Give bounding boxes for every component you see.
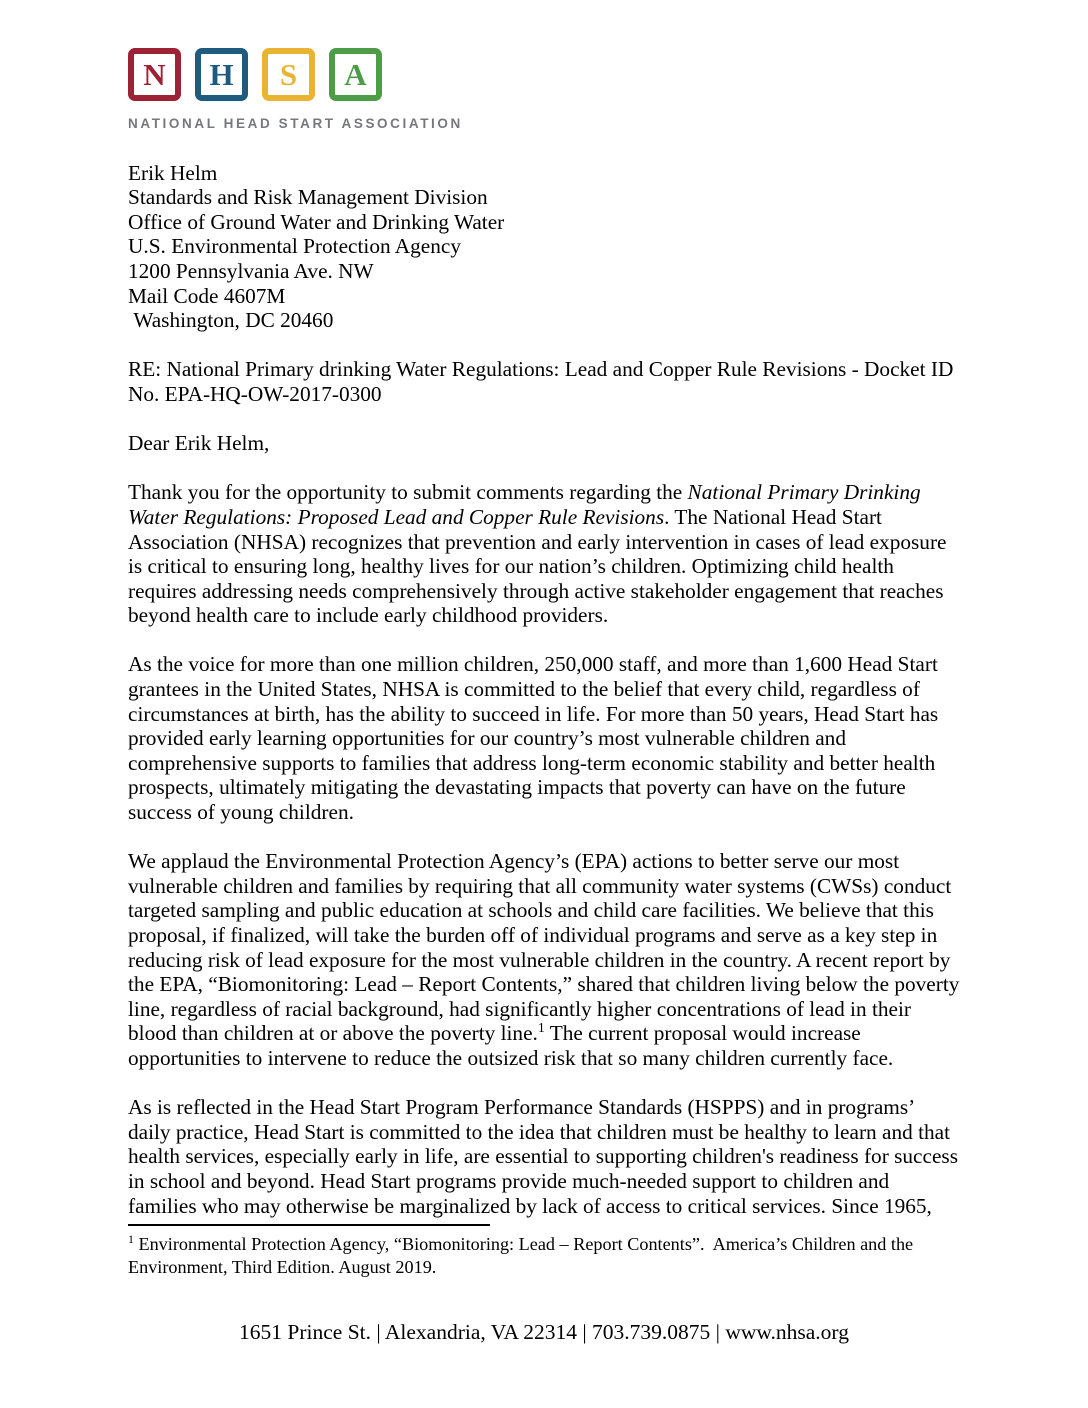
logo-letter-a-icon: A [329, 48, 382, 101]
salutation: Dear Erik Helm, [128, 431, 270, 456]
paragraph-4: As is reflected in the Head Start Program Performance Standards (HSPPS) and in programs’ daily practice, Head Start is committed to the idea that children must be healthy to learn and that health services, especially early in life, are essential to supporting children's readiness for success in school and beyond. Head Start programs provide much-needed support to children and families who may otherwise be marginalized by lack of access to critical services. Since 1965, [128, 1095, 958, 1218]
nhsa-logo-letter-blocks [128, 48, 961, 101]
spacer [128, 333, 961, 358]
footnote-reference-1: 1 [537, 1020, 545, 1036]
spacer [128, 456, 961, 481]
logo-letter-h-icon: H [195, 48, 248, 101]
paragraph-3-text: The current proposal would increase opportunities to intervene to reduce the outsized risk that so many children currently face. [128, 1021, 894, 1070]
footnote-1-marker: 1 [128, 1231, 134, 1246]
recipient-division: Standards and Risk Management Division [128, 185, 488, 210]
spacer [128, 1071, 961, 1096]
footnote-separator-rule [128, 1224, 490, 1226]
nhsa-logo [128, 48, 961, 137]
paragraph-1-text: Thank you for the opportunity to submit comments regarding the [128, 480, 688, 505]
footnote-1 [128, 1233, 961, 1278]
org-name: NATIONAL HEAD START ASSOCIATION [128, 116, 463, 131]
logo-letter-s-icon: S [262, 48, 315, 101]
spacer [128, 825, 961, 850]
footnote-1-text: Environmental Protection Agency, “Biomonitoring: Lead – Report Contents”. America’s Children and the Environment, Third Edition. August 2019. [128, 1234, 918, 1277]
footnote-block [128, 1224, 961, 1278]
recipient-office: Office of Ground Water and Drinking Water [128, 209, 505, 234]
recipient-city-state-zip: Washington, DC 20460 [128, 308, 334, 333]
paragraph-1 [128, 480, 961, 628]
paragraph-1-text: . The National Head Start Association (NHSA) recognizes that prevention and early intervention in cases of lead exposure is critical to ensuring long, healthy lives for our nation’s children. Optimizing child health requires addressing needs comprehensively through active stakeholder engagement that reaches beyond health care to include early childhood providers. [128, 504, 947, 628]
recipient-address-block [128, 161, 961, 333]
paragraph-3-text: We applaud the Environmental Protection Agency’s (EPA) actions to better serve our most vulnerable children and families by requiring that all community water systems (CWSs) conduct targeted sampling and public education at schools and child care facilities. We believe that this proposal, if finalized, will take the burden off of individual programs and serve as a key step in reducing risk of lead exposure for the most vulnerable children in the country. A recent report by the EPA, “Biomonitoring: Lead – Report Contents,” shared that children living below the poverty line, regardless of racial background, had significantly higher concentrations of lead in their blood than children at or above the poverty line. [128, 849, 960, 1046]
subject-line: RE: National Primary drinking Water Regulations: Lead and Copper Rule Revisions - Docket ID No. EPA-HQ-OW-2017-0300 [128, 357, 954, 406]
letterhead-footer: 1651 Prince St. | Alexandria, VA 22314 | 703.739.0875 | www.nhsa.org [239, 1320, 849, 1344]
paragraph-2: As the voice for more than one million children, 250,000 staff, and more than 1,600 Head Start grantees in the United States, NHSA is committed to the belief that every child, regardless of circumstances at birth, has the ability to succeed in life. For more than 50 years, Head Start has provided early learning opportunities for our country’s most vulnerable children and comprehensive supports to families that address long-term economic stability and better health prospects, ultimately mitigating the devastating impacts that poverty can have on the future success of young children. [128, 652, 939, 825]
paragraph-3 [128, 849, 961, 1070]
recipient-street: 1200 Pennsylvania Ave. NW [128, 258, 374, 283]
letter-content [128, 48, 961, 1218]
recipient-mail-code: Mail Code 4607M [128, 283, 286, 308]
spacer [128, 628, 961, 653]
recipient-name: Erik Helm [128, 160, 218, 185]
recipient-agency: U.S. Environmental Protection Agency [128, 234, 462, 259]
spacer [128, 407, 961, 432]
paragraph-1-italic-title: National Primary Drinking Water Regulations: Proposed Lead and Copper Rule Revisions [128, 480, 921, 529]
logo-letter-n-icon: N [128, 48, 181, 101]
